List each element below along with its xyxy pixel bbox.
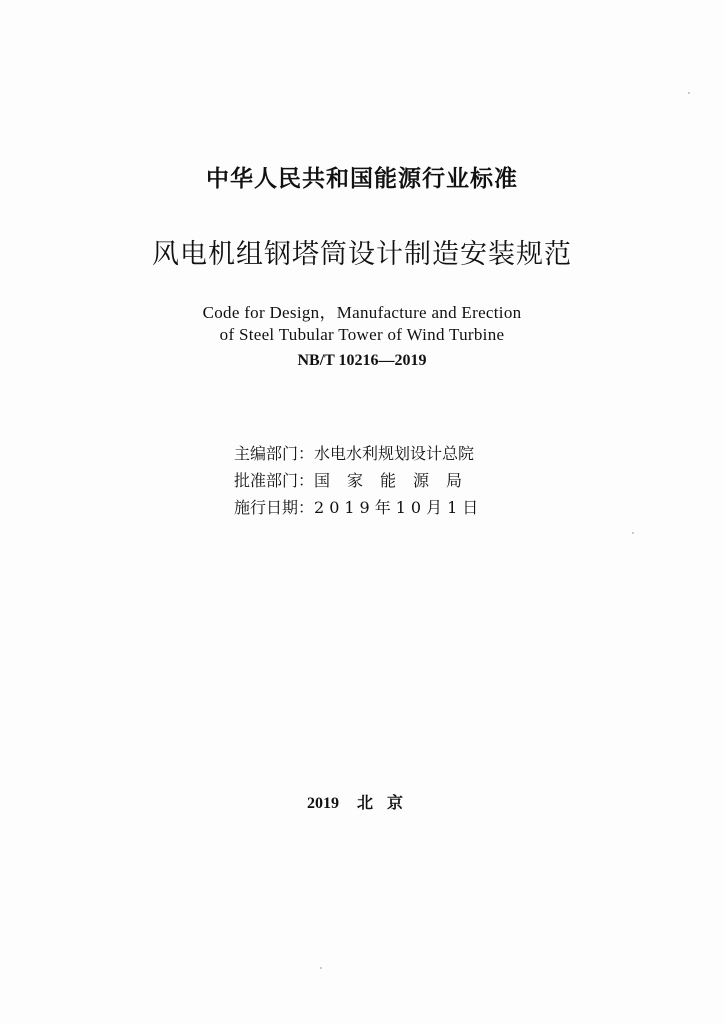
info-block [234,440,483,521]
info-row-editor [234,440,483,467]
info-row-effective-date [234,494,483,521]
info-label-editor: 主编部门： [234,444,315,463]
title-english-line1: Code for Design，Manufacture and Erection [202,303,522,322]
footer-city: 北京 [356,793,417,812]
info-row-approver [234,467,483,494]
scan-speck [632,532,634,534]
info-label-approver: 批准部门： [234,471,315,490]
scan-speck [688,92,690,94]
publication-footer [0,790,724,813]
info-value-effective-date: 2019年10月1日 [314,498,484,517]
standard-category-heading: 中华人民共和国能源行业标准 [206,166,518,192]
info-label-effective-date: 施行日期： [234,498,315,517]
standard-code: NB/T 10216—2019 [297,352,427,369]
title-chinese: 风电机组钢塔筒设计制造安装规范 [152,239,572,270]
info-value-editor: 水电水利规划设计总院 [314,444,475,463]
title-english-line2: of Steel Tubular Tower of Wind Turbine [219,325,505,344]
info-value-approver: 国家能源局 [314,471,480,490]
footer-year: 2019 [306,795,339,812]
scan-speck [320,967,322,969]
